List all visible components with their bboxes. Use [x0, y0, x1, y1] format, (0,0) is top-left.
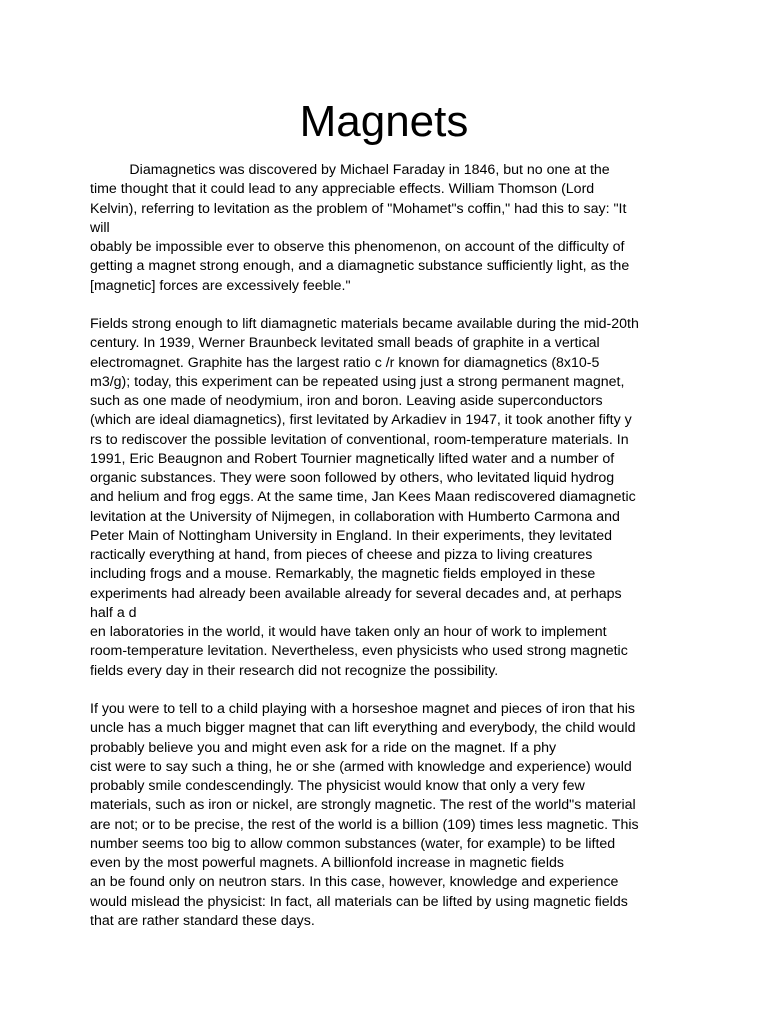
text-line: If you were to tell to a child playing with a horseshoe magnet and pieces of iron that his — [90, 701, 635, 717]
text-line: en laboratories in the world, it would have taken only an hour of work to implement — [90, 624, 607, 640]
text-line: even by the most powerful magnets. A billionfold increase in magnetic fields — [90, 855, 564, 871]
text-line: probably believe you and might even ask for a ride on the magnet. If a phy — [90, 739, 557, 756]
text-line: that are rather standard these days. — [90, 912, 315, 929]
text-line: uncle has a much bigger magnet that can lift everything and everybody, the child would — [90, 720, 636, 737]
paragraph-spacer — [90, 681, 690, 700]
text-line: cist were to say such a thing, he or she (armed with knowledge and experience) would — [90, 758, 632, 775]
text-line: half a d — [90, 604, 137, 621]
text-line: Diamagnetics was discovered by Michael Faraday in 1846, but no one at the — [90, 162, 610, 178]
text-line: (which are ideal diamagnetics), first levitated by Arkadiev in 1947, it took another fifty y — [90, 412, 632, 429]
text-line: levitation at the University of Nijmegen, in collaboration with Humberto Carmona and — [90, 508, 620, 525]
text-line: 1991, Eric Beaugnon and Robert Tournier magnetically lifted water and a number of — [90, 450, 615, 467]
text-line: would mislead the physicist: In fact, all materials can be lifted by using magnetic fields — [90, 893, 628, 910]
text-line: an be found only on neutron stars. In this case, however, knowledge and experience — [90, 874, 619, 891]
text-line: fields every day in their research did not recognize the possibility. — [90, 662, 499, 679]
text-line: experiments had already been available already for several decades and, at perhaps — [90, 585, 622, 602]
text-line: Peter Main of Nottingham University in England. In their experiments, they levitated — [90, 527, 613, 544]
paragraph — [90, 315, 690, 681]
text-line: electromagnet. Graphite has the largest ratio c /r known for diamagnetics (8x10-5 — [90, 354, 600, 371]
paragraph — [90, 700, 690, 931]
text-line: such as one made of neodymium, iron and boron. Leaving aside superconductors — [90, 393, 603, 409]
text-line: Fields strong enough to lift diamagnetic materials became available during the mid-20th — [90, 316, 639, 332]
text-line: will — [90, 219, 110, 236]
text-line: century. In 1939, Werner Braunbeck levitated small beads of graphite in a vertical — [90, 335, 600, 352]
text-line: probably smile condescendingly. The physicist would know that only a very few — [90, 778, 585, 794]
text-line: room-temperature levitation. Nevertheless, even physicists who used strong magnetic — [90, 643, 628, 660]
text-line: obably be impossible ever to observe this phenomenon, on account of the difficulty of — [90, 239, 625, 255]
document-body — [90, 161, 690, 931]
paragraph-spacer — [90, 296, 690, 315]
text-line: time thought that it could lead to any appreciable effects. William Thomson (Lord — [90, 181, 595, 198]
paragraph — [90, 161, 690, 296]
text-line: m3/g); today, this experiment can be repeated using just a strong permanent magnet, — [90, 373, 625, 390]
text-line: organic substances. They were soon followed by others, who levitated liquid hydrog — [90, 470, 615, 486]
text-line: materials, such as iron or nickel, are strongly magnetic. The rest of the world"s material — [90, 797, 636, 814]
text-line: are not; or to be precise, the rest of the world is a billion (109) times less magnetic. This — [90, 816, 639, 833]
text-line: number seems too big to allow common substances (water, for example) to be lifted — [90, 835, 616, 852]
text-line: including frogs and a mouse. Remarkably, the magnetic fields employed in these — [90, 566, 596, 583]
text-line: Kelvin), referring to levitation as the problem of "Mohamet"s coffin," had this to say: "It — [90, 200, 627, 217]
text-line: getting a magnet strong enough, and a diamagnetic substance sufficiently light, as the — [90, 258, 630, 275]
text-line: rs to rediscover the possible levitation of conventional, room-temperature materials. In — [90, 431, 629, 448]
text-line: [magnetic] forces are excessively feeble." — [90, 277, 351, 294]
text-line: and helium and frog eggs. At the same time, Jan Kees Maan rediscovered diamagnetic — [90, 489, 636, 506]
text-line: ractically everything at hand, from pieces of cheese and pizza to living creatures — [90, 547, 593, 563]
document-title: Magnets — [299, 97, 469, 146]
